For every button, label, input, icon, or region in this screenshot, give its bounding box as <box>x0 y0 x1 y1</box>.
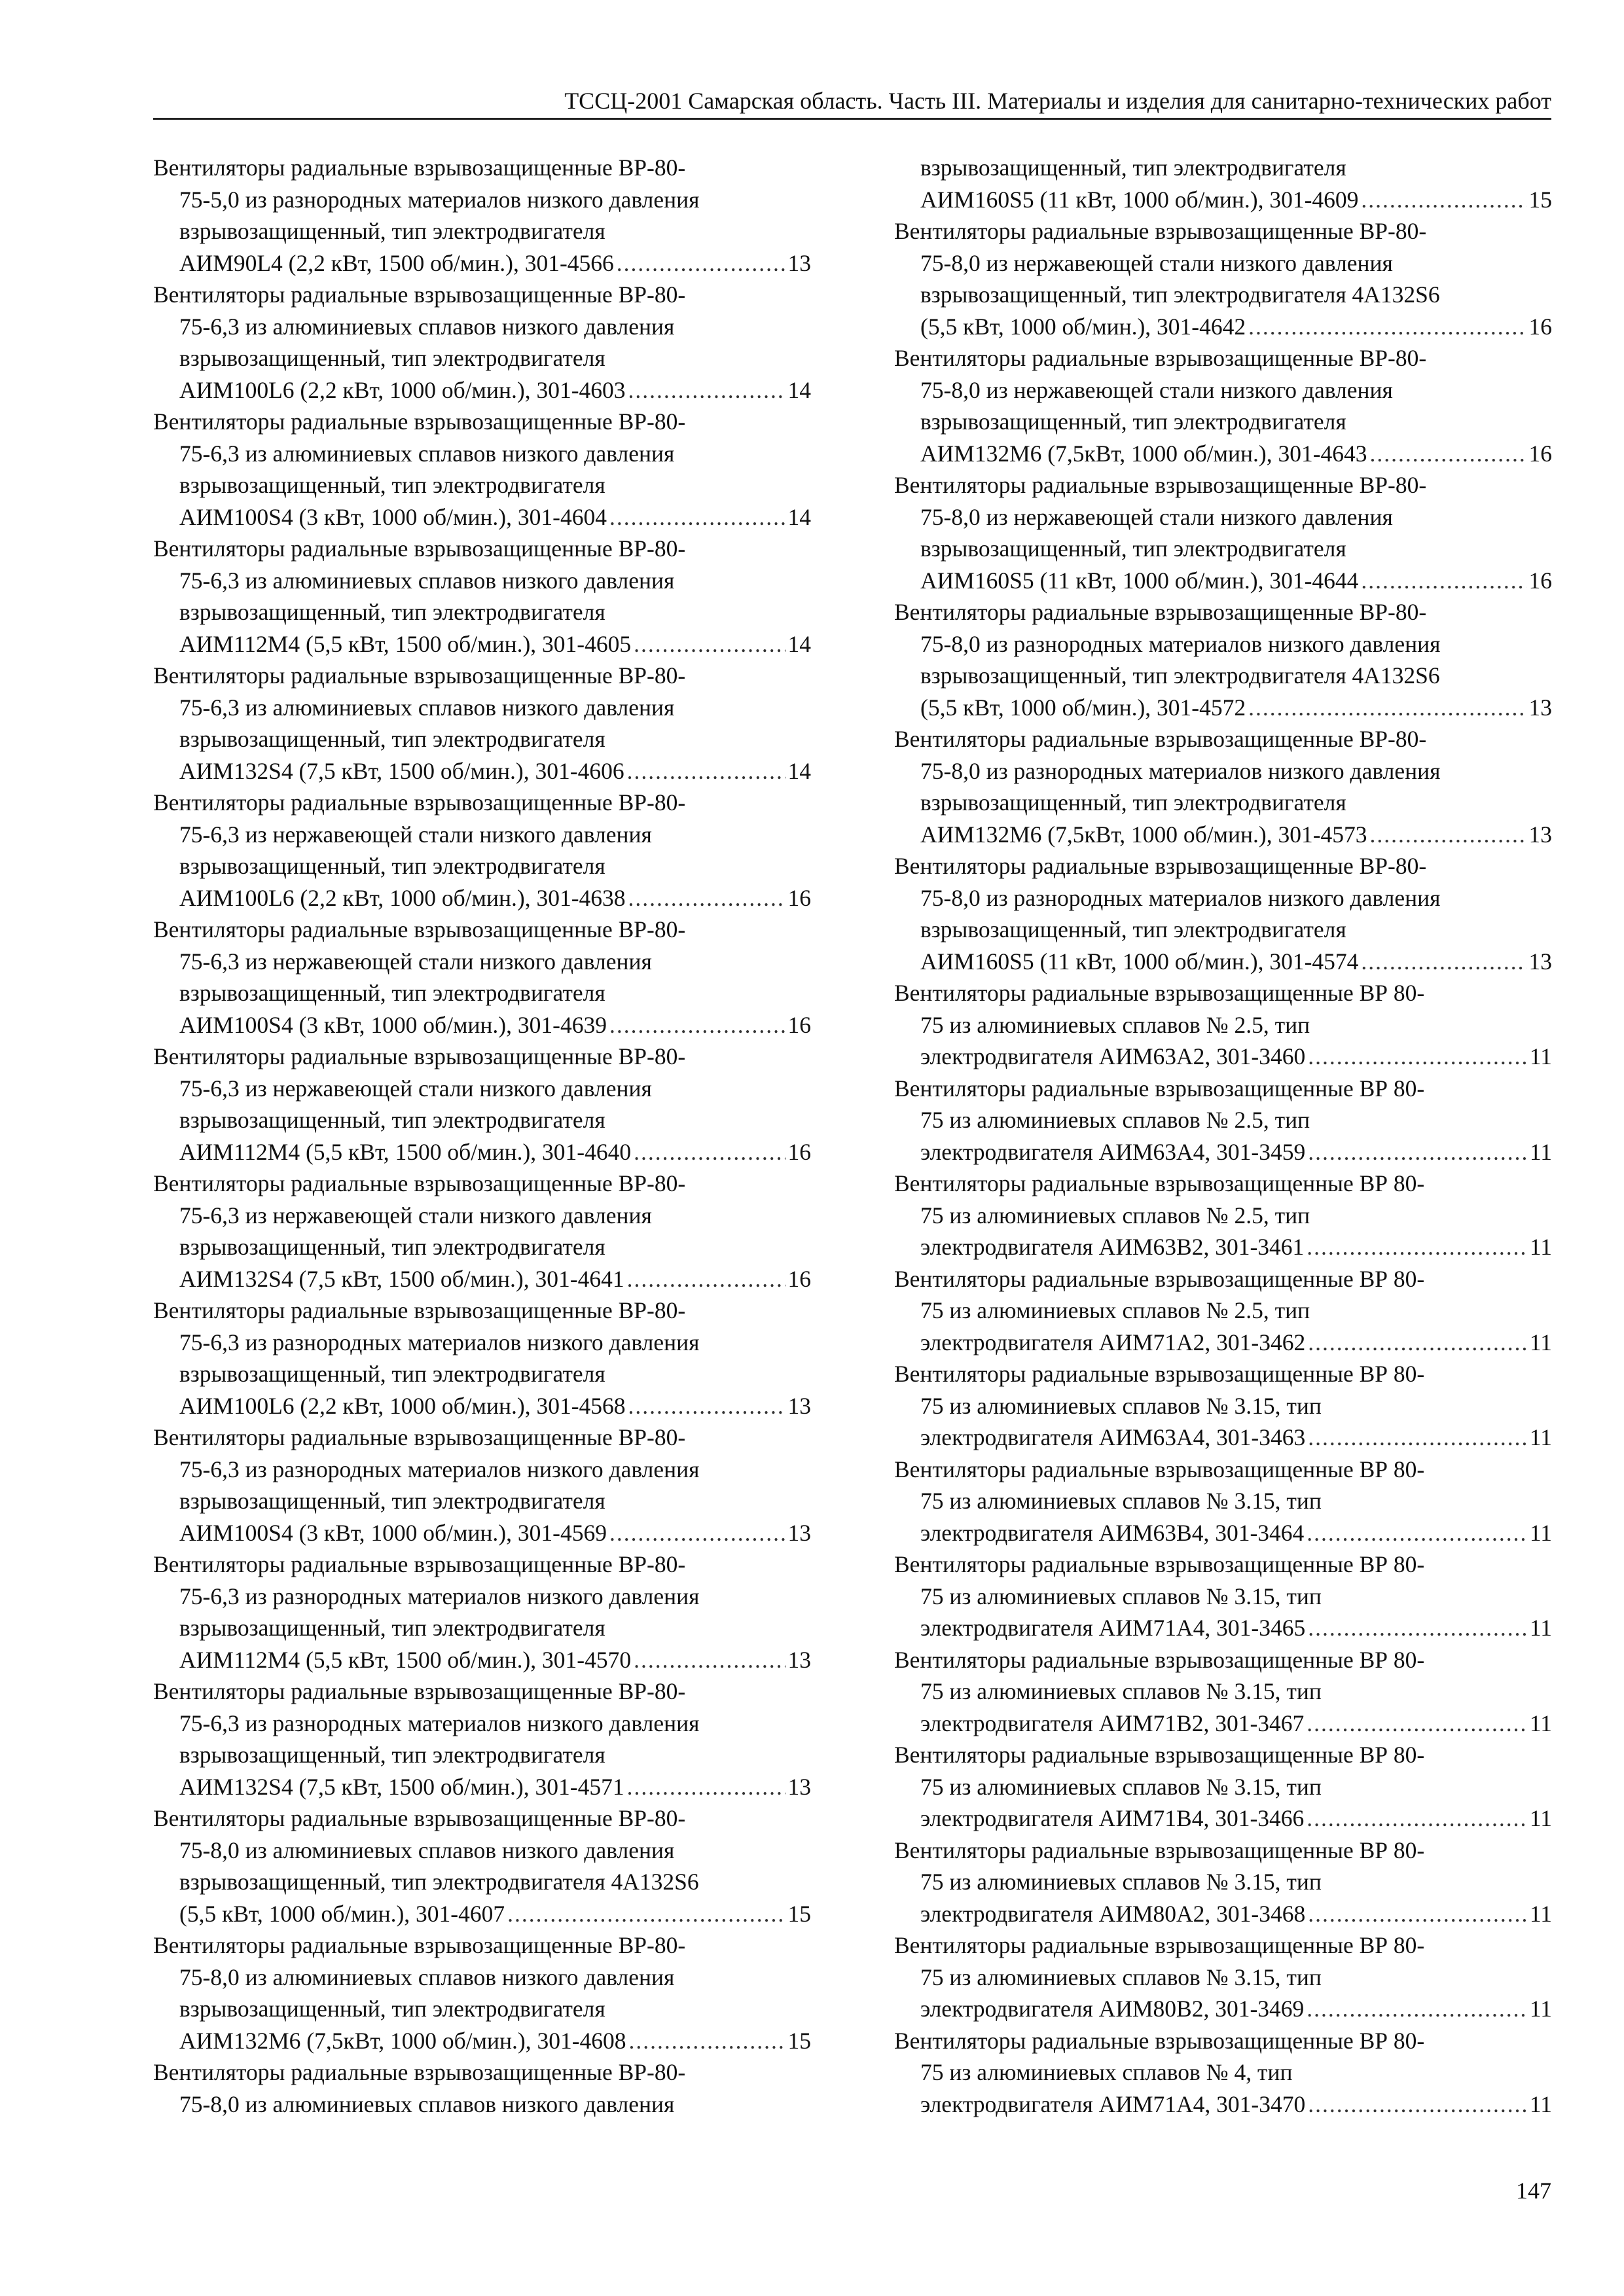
entry-line: 75-6,3 из разнородных материалов низкого давления <box>179 1710 700 1736</box>
dot-leader <box>1361 565 1526 597</box>
index-entry <box>894 1168 1552 1263</box>
entry-line: Вентиляторы радиальные взрывозащищенные ВР 80- <box>894 1837 1425 1863</box>
entry-line: взрывозащищенный, тип электродвигателя <box>179 1996 605 2022</box>
entry-page-ref: 11 <box>1529 1615 1552 1641</box>
index-column-left <box>153 152 811 2120</box>
entry-line <box>153 882 811 914</box>
index-entry <box>894 215 1552 342</box>
dot-leader <box>627 1263 785 1295</box>
dot-leader <box>609 1517 785 1549</box>
entry-line: Вентиляторы радиальные взрывозащищенные ВР-80- <box>153 916 686 942</box>
entry-line <box>894 1327 1552 1359</box>
entry-line: 75-8,0 из нержавеющей стали низкого давления <box>920 503 1393 530</box>
index-entry <box>153 152 811 279</box>
dot-leader <box>628 374 785 406</box>
entry-page-ref: 11 <box>1529 1900 1552 1927</box>
entry-line-text: электродвигателя АИМ63А2, 301-3460 <box>920 1043 1306 1069</box>
index-entry <box>153 533 811 660</box>
entry-line <box>153 628 811 660</box>
entry-page-ref: 14 <box>787 630 811 657</box>
entry-line-text: АИМ112М4 (5,5 кВт, 1500 об/мин.), 301-4640 <box>179 1138 632 1165</box>
entry-page-ref: 11 <box>1529 1329 1552 1355</box>
entry-line-text: электродвигателя АИМ71В4, 301-3466 <box>920 1805 1305 1831</box>
index-entry <box>153 2056 811 2120</box>
page-header <box>153 89 1551 120</box>
entry-line: 75-6,3 из разнородных материалов низкого давления <box>179 1583 700 1609</box>
dot-leader <box>1308 1041 1527 1073</box>
dot-leader <box>1307 1803 1527 1835</box>
index-entry <box>894 1929 1552 2025</box>
dot-leader <box>634 1644 785 1676</box>
dot-leader <box>1307 1517 1527 1549</box>
entry-line: Вентиляторы радиальные взрывозащищенные ВР-80- <box>153 1678 686 1704</box>
entry-line-text: электродвигателя АИМ63А4, 301-3459 <box>920 1138 1306 1165</box>
dot-leader <box>617 247 785 279</box>
entry-line: взрывозащищенный, тип электродвигателя <box>179 1361 605 1387</box>
entry-line: 75-6,3 из нержавеющей стали низкого давления <box>179 821 652 848</box>
entry-page-ref: 14 <box>787 757 811 784</box>
entry-line: Вентиляторы радиальные взрывозащищенные ВР-80- <box>153 281 686 308</box>
entry-line: 75 из алюминиевых сплавов № 2.5, тип <box>920 1107 1310 1133</box>
entry-line: 75-6,3 из алюминиевых сплавов низкого давления <box>179 694 675 721</box>
entry-line: 75 из алюминиевых сплавов № 3.15, тип <box>920 1583 1322 1609</box>
entry-line-text: АИМ100S4 (3 кВт, 1000 об/мин.), 301-4639 <box>179 1011 607 1038</box>
entry-line-text: электродвигателя АИМ63В2, 301-3461 <box>920 1234 1305 1260</box>
dot-leader <box>629 2025 785 2057</box>
dot-leader <box>634 1136 785 1168</box>
entry-line: 75 из алюминиевых сплавов № 3.15, тип <box>920 1869 1322 1895</box>
entry-page-ref: 16 <box>1528 440 1552 467</box>
entry-line <box>153 247 811 279</box>
entry-line <box>894 1612 1552 1644</box>
index-entry <box>894 977 1552 1073</box>
entry-line-text: электродвигателя АИМ71А4, 301-3470 <box>920 2090 1306 2117</box>
dot-leader <box>627 755 785 787</box>
entry-line: Вентиляторы радиальные взрывозащищенные ВР 80- <box>894 1742 1425 1768</box>
entry-line: 75-6,3 из алюминиевых сплавов низкого давления <box>179 567 675 594</box>
entry-line: Вентиляторы радиальные взрывозащищенные ВР 80- <box>894 2027 1425 2054</box>
entry-page-ref: 16 <box>787 884 811 911</box>
entry-line <box>894 946 1552 978</box>
entry-line <box>894 819 1552 851</box>
entry-page-ref: 16 <box>1528 567 1552 594</box>
index-entry <box>153 1676 811 1803</box>
entry-line: взрывозащищенный, тип электродвигателя <box>179 218 605 244</box>
entry-line: Вентиляторы радиальные взрывозащищенные ВР-80- <box>153 1297 686 1323</box>
entry-page-ref: 11 <box>1529 1138 1552 1165</box>
entry-line: 75-8,0 из разнородных материалов низкого давления <box>920 630 1441 657</box>
entry-page-ref: 13 <box>787 1773 811 1800</box>
entry-line-text: электродвигателя АИМ80А2, 301-3468 <box>920 1900 1306 1927</box>
entry-line: Вентиляторы радиальные взрывозащищенные ВР 80- <box>894 1265 1425 1292</box>
entry-line-text: АИМ160S5 (11 кВт, 1000 об/мин.), 301-4574 <box>920 948 1359 975</box>
entry-line-text: электродвигателя АИМ80В2, 301-3469 <box>920 1996 1305 2022</box>
dot-leader <box>1308 1327 1527 1359</box>
entry-line-text: АИМ132S4 (7,5 кВт, 1500 об/мин.), 301-4641 <box>179 1265 624 1292</box>
index-column-right <box>894 152 1552 2120</box>
entry-page-ref: 15 <box>1528 186 1552 213</box>
entry-line: 75-8,0 из алюминиевых сплавов низкого давления <box>179 1964 675 1990</box>
entry-line: Вентиляторы радиальные взрывозащищенные ВР 80- <box>894 980 1425 1006</box>
index-entry <box>894 152 1552 215</box>
entry-line: взрывозащищенный, тип электродвигателя <box>179 345 605 371</box>
index-entry <box>894 723 1552 850</box>
entry-page-ref: 11 <box>1529 1805 1552 1831</box>
entry-line-text: АИМ112М4 (5,5 кВт, 1500 об/мин.), 301-4570 <box>179 1646 632 1673</box>
entry-line: Вентиляторы радиальные взрывозащищенные ВР-80- <box>894 472 1427 498</box>
entry-page-ref: 16 <box>1528 313 1552 340</box>
entry-line: Вентиляторы радиальные взрывозащищенные ВР-80- <box>894 599 1427 625</box>
entry-line: Вентиляторы радиальные взрывозащищенные ВР-80- <box>153 1043 686 1069</box>
entry-line: Вентиляторы радиальные взрывозащищенные ВР 80- <box>894 1646 1425 1673</box>
entry-line <box>894 692 1552 724</box>
entry-line: 75 из алюминиевых сплавов № 2.5, тип <box>920 1202 1310 1229</box>
entry-line-text: АИМ132М6 (7,5кВт, 1000 об/мин.), 301-4608 <box>179 2027 626 2054</box>
entry-line <box>153 1263 811 1295</box>
entry-line: 75 из алюминиевых сплавов № 2.5, тип <box>920 1011 1310 1038</box>
dot-leader <box>1248 311 1526 343</box>
entry-line <box>894 438 1552 470</box>
entry-line: 75-6,3 из разнородных материалов низкого давления <box>179 1456 700 1482</box>
dot-leader <box>634 628 785 660</box>
entry-line-text: электродвигателя АИМ71А2, 301-3462 <box>920 1329 1306 1355</box>
entry-page-ref: 16 <box>787 1138 811 1165</box>
entry-line-text: АИМ100L6 (2,2 кВт, 1000 об/мин.), 301-4603 <box>179 376 626 403</box>
entry-line: взрывозащищенный, тип электродвигателя 4А132S6 <box>179 1869 699 1895</box>
entry-page-ref: 14 <box>787 376 811 403</box>
entry-line: взрывозащищенный, тип электродвигателя <box>179 726 605 752</box>
index-entry <box>153 1168 811 1295</box>
entry-line: Вентиляторы радиальные взрывозащищенные ВР 80- <box>894 1361 1425 1387</box>
index-entry <box>153 660 811 787</box>
entry-line-text: АИМ100S4 (3 кВт, 1000 об/мин.), 301-4604 <box>179 503 607 530</box>
index-entry <box>153 1041 811 1168</box>
entry-line: 75 из алюминиевых сплавов № 3.15, тип <box>920 1678 1322 1704</box>
entry-line: 75-8,0 из алюминиевых сплавов низкого давления <box>179 2090 675 2117</box>
entry-line <box>153 1009 811 1041</box>
entry-line: Вентиляторы радиальные взрывозащищенные ВР-80- <box>894 345 1427 371</box>
entry-line: Вентиляторы радиальные взрывозащищенные ВР-80- <box>153 1170 686 1196</box>
entry-line: 75-8,0 из разнородных материалов низкого давления <box>920 884 1441 911</box>
entry-line: 75-6,3 из нержавеющей стали низкого давления <box>179 1202 652 1229</box>
entry-line <box>894 1517 1552 1549</box>
entry-line <box>894 1041 1552 1073</box>
dot-leader <box>1307 1231 1527 1263</box>
entry-line <box>894 1231 1552 1263</box>
entry-line <box>153 755 811 787</box>
dot-leader <box>628 1390 785 1422</box>
entry-line: Вентиляторы радиальные взрывозащищенные ВР-80- <box>153 662 686 689</box>
index-entry <box>153 279 811 406</box>
entry-page-ref: 11 <box>1529 1996 1552 2022</box>
index-entry <box>894 1358 1552 1454</box>
entry-line: взрывозащищенный, тип электродвигателя <box>920 154 1346 181</box>
entry-line: Вентиляторы радиальные взрывозащищенные ВР-80- <box>894 218 1427 244</box>
entry-page-ref: 13 <box>787 1392 811 1419</box>
entry-line-text: АИМ112М4 (5,5 кВт, 1500 об/мин.), 301-4605 <box>179 630 632 657</box>
entry-line: Вентиляторы радиальные взрывозащищенные ВР-80- <box>153 154 686 181</box>
entry-page-ref: 13 <box>787 1519 811 1546</box>
entry-line: 75 из алюминиевых сплавов № 3.15, тип <box>920 1964 1322 1990</box>
index-entry <box>894 1644 1552 1740</box>
dot-leader <box>609 501 785 533</box>
index-entry <box>153 1803 811 1929</box>
entry-line: взрывозащищенный, тип электродвигателя <box>920 789 1346 816</box>
entry-page-ref: 13 <box>1528 694 1552 721</box>
entry-line <box>894 1422 1552 1454</box>
entry-line-text: (5,5 кВт, 1000 об/мин.), 301-4572 <box>920 694 1246 721</box>
entry-page-ref: 15 <box>787 2027 811 2054</box>
entry-line-text: АИМ160S5 (11 кВт, 1000 об/мин.), 301-4644 <box>920 567 1359 594</box>
entry-line: Вентиляторы радиальные взрывозащищенные ВР-80- <box>153 1424 686 1450</box>
entry-line <box>153 501 811 533</box>
entry-line: взрывозащищенный, тип электродвигателя <box>920 535 1346 562</box>
dot-leader <box>627 1771 785 1803</box>
index-entry <box>894 1835 1552 1930</box>
entry-line: взрывозащищенный, тип электродвигателя <box>920 408 1346 435</box>
index-entry <box>894 1073 1552 1168</box>
entry-line-text: электродвигателя АИМ71А4, 301-3465 <box>920 1615 1306 1641</box>
entry-line: взрывозащищенный, тип электродвигателя <box>179 853 605 879</box>
entry-line: 75 из алюминиевых сплавов № 3.15, тип <box>920 1773 1322 1800</box>
index-entry <box>894 1549 1552 1644</box>
index-entry <box>153 914 811 1041</box>
entry-line-text: АИМ160S5 (11 кВт, 1000 об/мин.), 301-4609 <box>920 186 1359 213</box>
entry-line-text: АИМ132М6 (7,5кВт, 1000 об/мин.), 301-4643 <box>920 440 1367 467</box>
entry-line: взрывозащищенный, тип электродвигателя <box>920 916 1346 942</box>
dot-leader <box>628 882 785 914</box>
index-entry <box>894 2025 1552 2121</box>
dot-leader <box>1308 1422 1527 1454</box>
entry-line-text: электродвигателя АИМ63В4, 301-3464 <box>920 1519 1305 1546</box>
index-entry <box>153 1929 811 2056</box>
entry-line-text: АИМ100L6 (2,2 кВт, 1000 об/мин.), 301-4638 <box>179 884 626 911</box>
entry-line-text: АИМ132S4 (7,5 кВт, 1500 об/мин.), 301-4571 <box>179 1773 624 1800</box>
entry-line: 75-8,0 из нержавеющей стали низкого давления <box>920 376 1393 403</box>
entry-line: 75 из алюминиевых сплавов № 3.15, тип <box>920 1392 1322 1419</box>
entry-line-text: АИМ132М6 (7,5кВт, 1000 об/мин.), 301-4573 <box>920 821 1367 848</box>
dot-leader <box>609 1009 785 1041</box>
entry-line <box>153 1136 811 1168</box>
entry-line: 75-6,3 из алюминиевых сплавов низкого давления <box>179 440 675 467</box>
entry-line: Вентиляторы радиальные взрывозащищенные ВР-80- <box>153 1551 686 1577</box>
entry-page-ref: 11 <box>1529 1710 1552 1736</box>
entry-line: взрывозащищенный, тип электродвигателя <box>179 1742 605 1768</box>
entry-line: Вентиляторы радиальные взрывозащищенные ВР-80- <box>894 853 1427 879</box>
entry-line <box>153 1644 811 1676</box>
entry-line <box>894 1993 1552 2025</box>
entry-line: Вентиляторы радиальные взрывозащищенные ВР-80- <box>153 535 686 562</box>
entry-line: 75-8,0 из нержавеющей стали низкого давления <box>920 249 1393 276</box>
entry-line-text: (5,5 кВт, 1000 об/мин.), 301-4607 <box>179 1900 505 1927</box>
entry-page-ref: 16 <box>787 1265 811 1292</box>
header-title: ТССЦ-2001 Самарская область. Часть III. Материалы и изделия для санитарно-технических работ <box>564 88 1551 114</box>
entry-line: 75-6,3 из нержавеющей стали низкого давления <box>179 1075 652 1102</box>
entry-line: 75-6,3 из разнородных материалов низкого давления <box>179 1329 700 1355</box>
entry-page-ref: 11 <box>1529 1519 1552 1546</box>
entry-line <box>894 311 1552 343</box>
index-entry <box>894 596 1552 723</box>
entry-line: взрывозащищенный, тип электродвигателя <box>179 1107 605 1133</box>
entry-line: 75-6,3 из нержавеющей стали низкого давления <box>179 948 652 975</box>
entry-line: взрывозащищенный, тип электродвигателя <box>179 472 605 498</box>
entry-line: 75-8,0 из алюминиевых сплавов низкого давления <box>179 1837 675 1863</box>
entry-line: Вентиляторы радиальные взрывозащищенные ВР-80- <box>894 726 1427 752</box>
entry-line-text: АИМ132S4 (7,5 кВт, 1500 об/мин.), 301-4606 <box>179 757 624 784</box>
entry-line: взрывозащищенный, тип электродвигателя <box>179 1488 605 1514</box>
entry-line: Вентиляторы радиальные взрывозащищенные ВР 80- <box>894 1551 1425 1577</box>
entry-line: Вентиляторы радиальные взрывозащищенные ВР-80- <box>153 408 686 435</box>
entry-line-text: электродвигателя АИМ71В2, 301-3467 <box>920 1710 1305 1736</box>
entry-line: Вентиляторы радиальные взрывозащищенные ВР-80- <box>153 1932 686 1958</box>
dot-leader <box>1248 692 1526 724</box>
index-entry <box>153 1549 811 1676</box>
entry-line <box>894 565 1552 597</box>
entry-line <box>153 2025 811 2057</box>
index-entry <box>894 1739 1552 1835</box>
entry-line <box>153 374 811 406</box>
entry-line-text: АИМ90L4 (2,2 кВт, 1500 об/мин.), 301-4566 <box>179 249 614 276</box>
entry-line: Вентиляторы радиальные взрывозащищенные ВР-80- <box>153 789 686 816</box>
entry-line <box>153 1898 811 1930</box>
dot-leader <box>1308 1898 1527 1930</box>
entry-line-text: АИМ100L6 (2,2 кВт, 1000 об/мин.), 301-4568 <box>179 1392 626 1419</box>
entry-line: Вентиляторы радиальные взрывозащищенные ВР-80- <box>153 1805 686 1831</box>
entry-line <box>153 1517 811 1549</box>
entry-line <box>153 1771 811 1803</box>
entry-line-text: (5,5 кВт, 1000 об/мин.), 301-4642 <box>920 313 1246 340</box>
entry-page-ref: 11 <box>1529 1043 1552 1069</box>
entry-line <box>153 1390 811 1422</box>
dot-leader <box>1361 184 1526 216</box>
entry-page-ref: 13 <box>1528 821 1552 848</box>
entry-line <box>894 1136 1552 1168</box>
entry-line: Вентиляторы радиальные взрывозащищенные ВР 80- <box>894 1075 1425 1102</box>
entry-line: взрывозащищенный, тип электродвигателя 4А132S6 <box>920 281 1440 308</box>
dot-leader <box>507 1898 785 1930</box>
entry-page-ref: 13 <box>787 249 811 276</box>
entry-line: взрывозащищенный, тип электродвигателя 4А132S6 <box>920 662 1440 689</box>
entry-line: взрывозащищенный, тип электродвигателя <box>179 1615 605 1641</box>
entry-line: 75-5,0 из разнородных материалов низкого давления <box>179 186 700 213</box>
dot-leader <box>1307 1708 1527 1740</box>
entry-line: 75-6,3 из алюминиевых сплавов низкого давления <box>179 313 675 340</box>
entry-line: взрывозащищенный, тип электродвигателя <box>179 1234 605 1260</box>
page-number: 147 <box>1516 2178 1551 2204</box>
index-entry <box>894 850 1552 977</box>
index-entry <box>894 1454 1552 1549</box>
dot-leader <box>1308 2089 1527 2121</box>
dot-leader <box>1361 946 1526 978</box>
entry-line: 75-8,0 из разнородных материалов низкого давления <box>920 757 1441 784</box>
entry-page-ref: 15 <box>787 1900 811 1927</box>
entry-line <box>894 2089 1552 2121</box>
entry-line: 75 из алюминиевых сплавов № 3.15, тип <box>920 1488 1322 1514</box>
entry-page-ref: 16 <box>787 1011 811 1038</box>
entry-line: Вентиляторы радиальные взрывозащищенные ВР 80- <box>894 1932 1425 1958</box>
entry-line-text: электродвигателя АИМ63А4, 301-3463 <box>920 1424 1306 1450</box>
dot-leader <box>1370 819 1526 851</box>
entry-line <box>894 1708 1552 1740</box>
dot-leader <box>1370 438 1526 470</box>
entry-line-text: АИМ100S4 (3 кВт, 1000 об/мин.), 301-4569 <box>179 1519 607 1546</box>
entry-page-ref: 13 <box>787 1646 811 1673</box>
entry-page-ref: 14 <box>787 503 811 530</box>
entry-page-ref: 11 <box>1529 2090 1552 2117</box>
entry-line: 75 из алюминиевых сплавов № 2.5, тип <box>920 1297 1310 1323</box>
index-entry <box>894 469 1552 596</box>
dot-leader <box>1308 1136 1527 1168</box>
index-entry <box>894 1263 1552 1359</box>
entry-page-ref: 11 <box>1529 1424 1552 1450</box>
entry-page-ref: 11 <box>1529 1234 1552 1260</box>
index-entry <box>153 406 811 533</box>
index-entry <box>153 787 811 914</box>
index-entry <box>153 1295 811 1422</box>
entry-line <box>894 1803 1552 1835</box>
entry-line: взрывозащищенный, тип электродвигателя <box>179 980 605 1006</box>
index-entry <box>894 342 1552 469</box>
index-entry <box>153 1422 811 1549</box>
entry-line: взрывозащищенный, тип электродвигателя <box>179 599 605 625</box>
entry-line: Вентиляторы радиальные взрывозащищенные ВР-80- <box>153 2059 686 2085</box>
entry-line: Вентиляторы радиальные взрывозащищенные ВР 80- <box>894 1456 1425 1482</box>
entry-line: 75 из алюминиевых сплавов № 4, тип <box>920 2059 1293 2085</box>
entry-line <box>894 184 1552 216</box>
entry-line: Вентиляторы радиальные взрывозащищенные ВР 80- <box>894 1170 1425 1196</box>
dot-leader <box>1307 1993 1527 2025</box>
dot-leader <box>1308 1612 1527 1644</box>
entry-line <box>894 1898 1552 1930</box>
entry-page-ref: 13 <box>1528 948 1552 975</box>
